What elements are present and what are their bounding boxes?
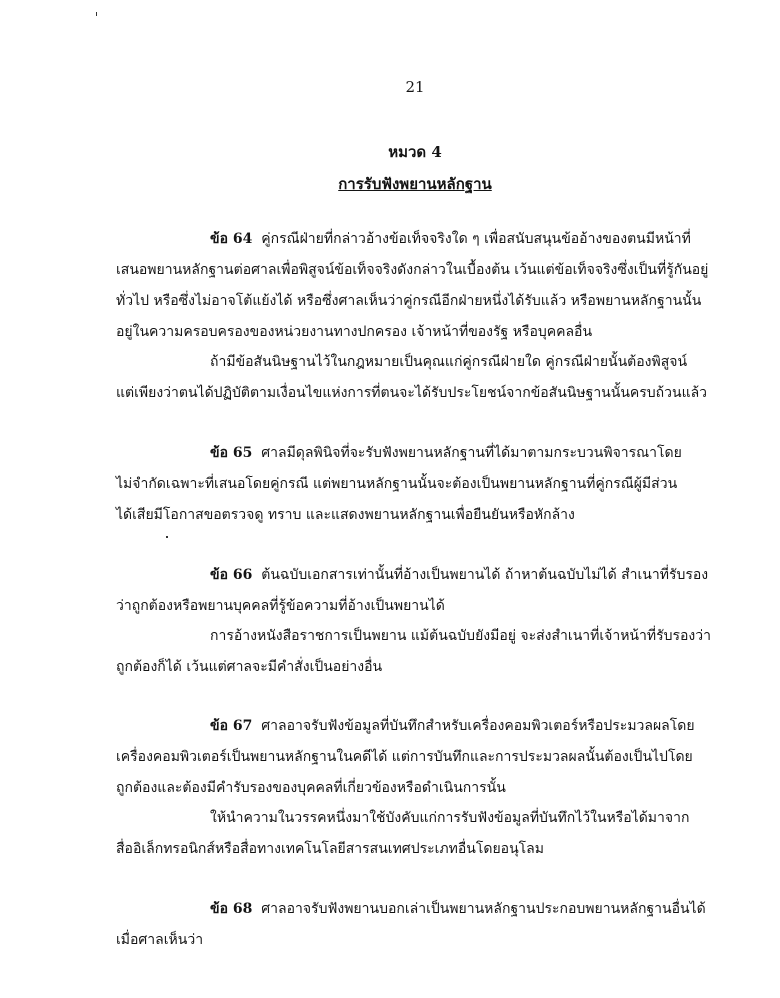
- paragraph-line: ทั่วไป หรือซึ่งไม่อาจโต้แย้งได้ หรือซึ่งศาลเห็นว่าคู่กรณีอีกฝ่ายหนึ่งได้รับแล้ว หรือพยานหลักฐานนั้น: [116, 293, 702, 309]
- line-text: ศาลมีดุลพินิจที่จะรับฟังพยานหลักฐานที่ได้มาตามกระบวนพิจารณาโดย: [261, 445, 682, 461]
- paragraph-line: ถูกต้องก็ได้ เว้นแต่ศาลจะมีคำสั่งเป็นอย่างอื่น: [116, 659, 383, 675]
- section-label: ข้อ 64: [210, 231, 253, 247]
- line-text: ศาลอาจรับฟังพยานบอกเล่าเป็นพยานหลักฐานประกอบพยานหลักฐานอื่นได้: [261, 901, 706, 917]
- paragraph-line: [210, 443, 682, 463]
- paragraph-line: ได้เสียมีโอกาสขอตรวจดู ทราบ และแสดงพยานหลักฐานเพื่อยืนยันหรือหักล้าง: [116, 507, 575, 523]
- paragraph-line: ให้นำความในวรรคหนึ่งมาใช้บังคับแก่การรับฟังข้อมูลที่บันทึกไว้ในหรือได้มาจาก: [210, 810, 690, 826]
- paragraph-line: ถูกต้องและต้องมีคำรับรองของบุคคลที่เกี่ยวข้องหรือดำเนินการนั้น: [116, 780, 506, 796]
- line-text: ต้นฉบับเอกสารเท่านั้นที่อ้างเป็นพยานได้ ถ้าหาต้นฉบับไม่ได้ สำเนาที่รับรอง: [261, 567, 709, 583]
- chapter-subtitle: การรับฟังพยานหลักฐาน: [338, 175, 492, 193]
- paragraph-line: สื่ออิเล็กทรอนิกส์หรือสื่อทางเทคโนโลยีสารสนเทศประเภทอื่นโดยอนุโลม: [116, 841, 544, 857]
- line-text: คู่กรณีฝ่ายที่กล่าวอ้างข้อเท็จจริงใด ๆ เพื่อสนับสนุนข้ออ้างของตนมีหน้าที่: [261, 231, 691, 247]
- section-label: ข้อ 66: [210, 567, 253, 583]
- paragraph-line: [210, 899, 706, 919]
- chapter-title: หมวด 4: [388, 143, 442, 161]
- section-label: ข้อ 68: [210, 901, 253, 917]
- paragraph-line: [210, 716, 695, 736]
- paragraph-line: เสนอพยานหลักฐานต่อศาลเพื่อพิสูจน์ข้อเท็จจริงดังกล่าวในเบื้องต้น เว้นแต่ข้อเท็จจริงซึ่งเป็นที่รู้กันอยู่: [116, 262, 709, 278]
- paragraph-line: การอ้างหนังสือราชการเป็นพยาน แม้ต้นฉบับยังมีอยู่ จะส่งสำเนาที่เจ้าหน้าที่รับรองว่า: [210, 628, 711, 644]
- paragraph-line: ไม่จำกัดเฉพาะที่เสนอโดยคู่กรณี แต่พยานหลักฐานนั้นจะต้องเป็นพยานหลักฐานที่คู่กรณีผู้มีส่วน: [116, 476, 678, 492]
- paragraph-line: [210, 565, 708, 585]
- scan-speck: [166, 536, 168, 538]
- paragraph-line: อยู่ในความครอบครองของหน่วยงานทางปกครอง เจ้าหน้าที่ของรัฐ หรือบุคคลอื่น: [116, 324, 593, 340]
- paragraph-line: ถ้ามีข้อสันนิษฐานไว้ในกฎหมายเป็นคุณแก่คู่กรณีฝ่ายใด คู่กรณีฝ่ายนั้นต้องพิสูจน์: [210, 354, 688, 370]
- page-number: 21: [405, 78, 425, 96]
- scan-speck: [96, 12, 97, 16]
- section-label: ข้อ 67: [210, 718, 253, 734]
- paragraph-line: แต่เพียงว่าตนได้ปฏิบัติตามเงื่อนไขแห่งการที่ตนจะได้รับประโยชน์จากข้อสันนิษฐานนั้นครบถ้วนแล้ว: [116, 385, 708, 401]
- section-label: ข้อ 65: [210, 445, 253, 461]
- paragraph-line: เมื่อศาลเห็นว่า: [116, 932, 204, 948]
- paragraph-line: [210, 229, 691, 249]
- paragraph-line: เครื่องคอมพิวเตอร์เป็นพยานหลักฐานในคดีได้ แต่การบันทึกและการประมวลผลนั้นต้องเป็นไปโดย: [116, 749, 693, 765]
- line-text: ศาลอาจรับฟังข้อมูลที่บันทึกสำหรับเครื่องคอมพิวเตอร์หรือประมวลผลโดย: [261, 718, 695, 734]
- paragraph-line: ว่าถูกต้องหรือพยานบุคคลที่รู้ข้อความที่อ้างเป็นพยานได้: [116, 598, 445, 614]
